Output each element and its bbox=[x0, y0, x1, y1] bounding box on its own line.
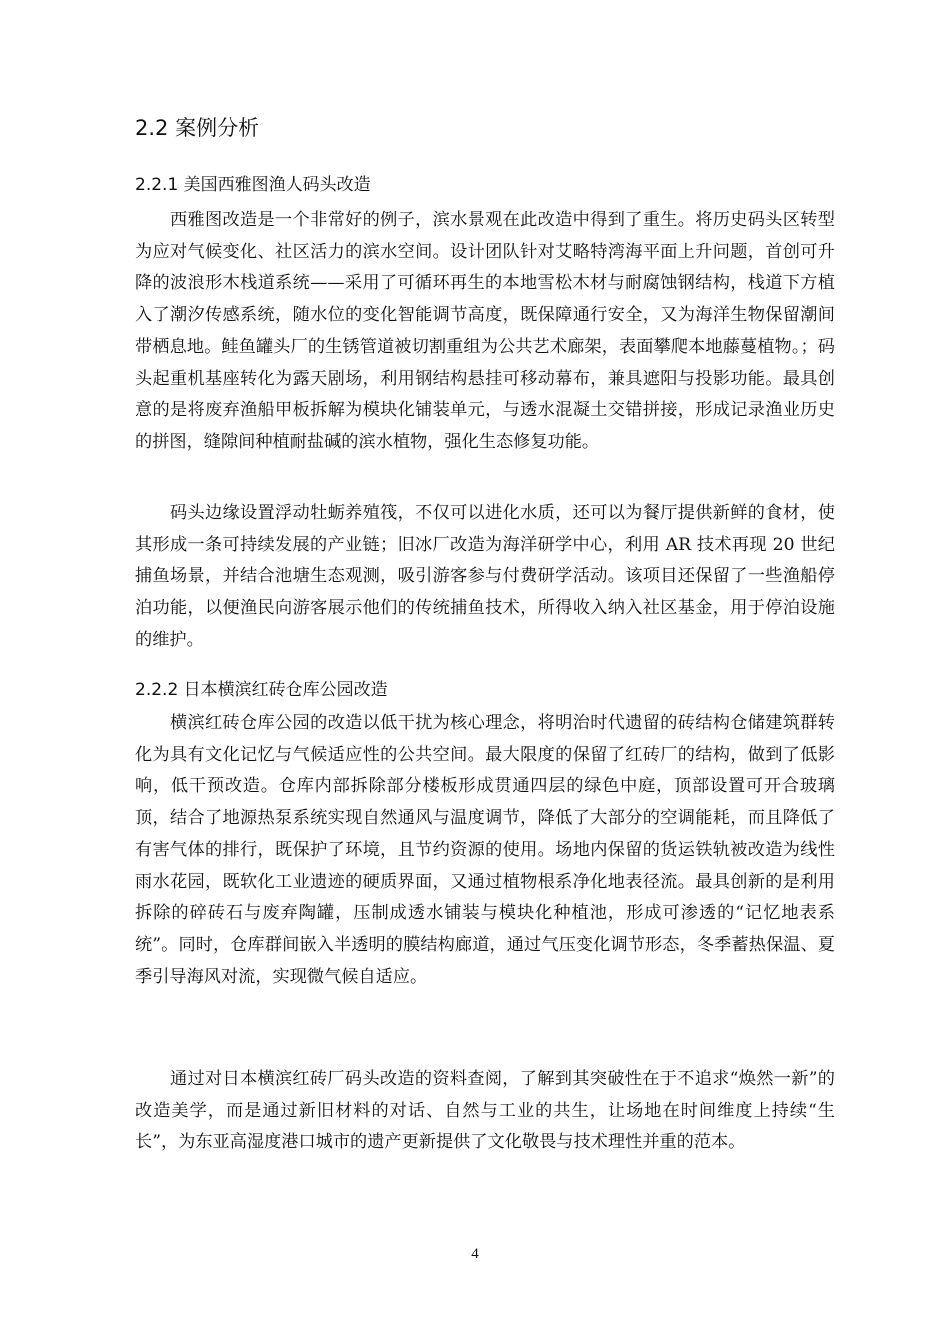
page-number: 4 bbox=[471, 1246, 479, 1262]
case2-paragraph-1: 横滨红砖仓库公园的改造以低干扰为核心理念，将明治时代遗留的砖结构仓储建筑群转化为具有文化记忆与气候适应性的公共空间。最大限度的保留了红砖厂的结构，做到了低影响，低干预改造。仓库内部拆除部分楼板形成贯通四层的绿色中庭，顶部设置可开合玻璃顶，结合了地源热泵系统实现自然通风与温度调节，降低了大部分的空调能耗，而且降低了有害气体的排行，既保护了环境，且节约资源的使用。场地内保留的货运铁轨被改造为线性雨水花园，既软化工业遗迹的硬质界面，又通过植物根系净化地表径流。最具创新的是利用拆除的碎砖石与废弃陶罐，压制成透水铺装与模块化种植池，形成可渗透的“记忆地表系统”。同时，仓库群间嵌入半透明的膜结构廊道，通过气压变化调节形态，冬季蓄热保温、夏季引导海风对流，实现微气候自适应。 bbox=[135, 713, 835, 987]
case1-heading: 2.2.1 美国西雅图渔人码头改造 bbox=[135, 175, 371, 195]
case1-paragraph-1: 西雅图改造是一个非常好的例子，滨水景观在此改造中得到了重生。将历史码头区转型为应对气候变化、社区活力的滨水空间。设计团队针对艾略特湾海平面上升问题，首创可升降的波浪形木栈道系统——采用了可循环再生的本地雪松木材与耐腐蚀钢结构，栈道下方植入了潮汐传感系统，随水位的变化智能调节高度，既保障通行安全，又为海洋生物保留潮间带栖息地。鲑鱼罐头厂的生锈管道被切割重组为公共艺术廊架，表面攀爬本地藤蔓植物。；码头起重机基座转化为露天剧场，利用钢结构悬挂可移动幕布，兼具遮阳与投影功能。最具创意的是将废弃渔船甲板拆解为模块化铺装单元，与透水混凝土交错拼接，形成记录渔业历史的拼图，缝隙间种植耐盐碱的滨水植物，强化生态修复功能。 bbox=[135, 210, 835, 452]
case2-heading: 2.2.2 日本横滨红砖仓库公园改造 bbox=[135, 680, 388, 700]
case2-paragraph-2: 通过对日本横滨红砖厂码头改造的资料查阅，了解到其突破性在于不追求“焕然一新”的改造美学，而是通过新旧材料的对话、自然与工业的共生，让场地在时间维度上持续“生长”，为东亚高湿度港口城市的遗产更新提供了文化敬畏与技术理性并重的范本。 bbox=[135, 1069, 835, 1153]
section-heading: 2.2 案例分析 bbox=[135, 116, 260, 140]
case1-paragraph-2: 码头边缘设置浮动牡蛎养殖筏，不仅可以进化水质，还可以为餐厅提供新鲜的食材，使其形成一条可持续发展的产业链；旧冰厂改造为海洋研学中心，利用 AR 技术再现 20 世纪捕鱼场景，并结合池塘生态观测，吸引游客参与付费研学活动。该项目还保留了一些渔船停泊功能，以便渔民向游客展示他们的传统捕鱼技术，所得收入纳入社区基金，用于停泊设施的维护。 bbox=[135, 503, 835, 650]
